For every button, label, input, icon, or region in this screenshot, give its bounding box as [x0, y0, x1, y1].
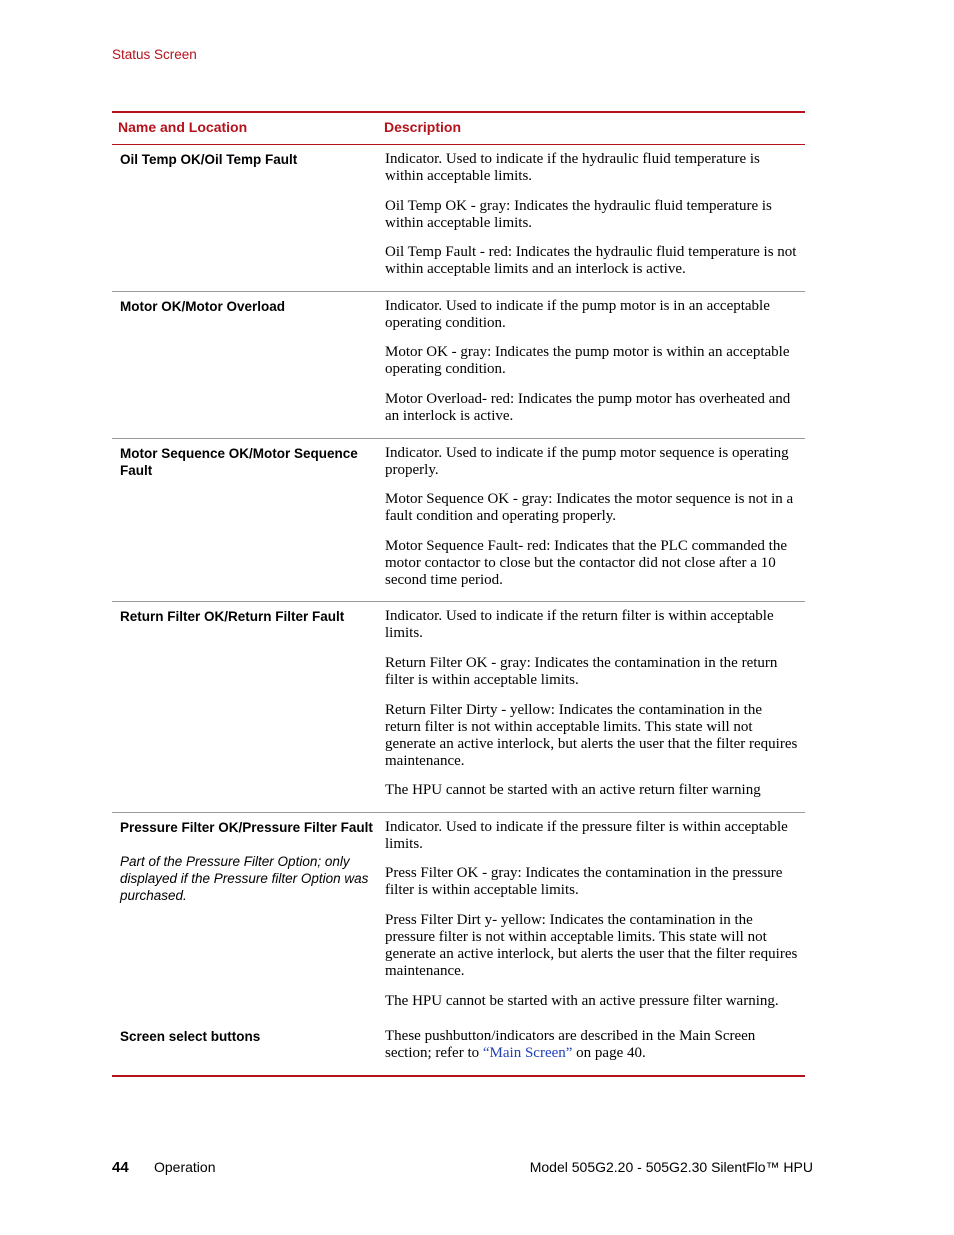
row-description: Press Filter Dirt y- yellow: Indicates the contamination in the pressure filter is not within acceptable limits. This state will not generate an active interlock, but alerts the user that the filter requires maintenance.: [385, 911, 798, 979]
row-description: Oil Temp OK - gray: Indicates the hydraulic fluid temperature is within acceptable limits.: [385, 197, 772, 231]
row-description: The HPU cannot be started with an active return filter warning: [385, 782, 761, 799]
row-description: Indicator. Used to indicate if the pump motor sequence is operating properly.: [385, 444, 789, 478]
status-indicator-table: [112, 111, 805, 1077]
row-description: Motor OK - gray: Indicates the pump motor is within an acceptable operating condition.: [385, 344, 790, 378]
table-row: [112, 439, 805, 603]
row-description: Oil Temp Fault - red: Indicates the hydraulic fluid temperature is not within acceptable limits and an interlock is active.: [385, 244, 797, 278]
table-header: [112, 113, 805, 145]
row-name: Pressure Filter OK/Pressure Filter Fault: [120, 819, 373, 835]
row-name: Motor OK/Motor Overload: [120, 298, 285, 314]
column-header-name: Name and Location: [118, 119, 248, 135]
row-description: [385, 1028, 799, 1062]
row-description: Indicator. Used to indicate if the return filter is within acceptable limits.: [385, 608, 774, 642]
row-description: Press Filter OK - gray: Indicates the contamination in the pressure filter is within acceptable limits.: [385, 865, 783, 899]
row-description: Motor Sequence OK - gray: Indicates the motor sequence is not in a fault condition and operating properly.: [385, 491, 794, 525]
column-header-description: Description: [384, 119, 462, 135]
table-row: [112, 602, 805, 812]
row-description: Indicator. Used to indicate if the pressure filter is within acceptable limits.: [385, 818, 788, 852]
row-description: Motor Sequence Fault- red: Indicates that the PLC commanded the motor contactor to close but the contactor did not close after a 10 second time period.: [385, 537, 787, 588]
row-name: Motor Sequence OK/Motor Sequence Fault: [120, 445, 358, 478]
row-description: Motor Overload- red: Indicates the pump motor has overheated and an interlock is active.: [385, 390, 791, 424]
footer-section: Operation: [154, 1159, 216, 1175]
table-row: [112, 813, 805, 1022]
table-row: [112, 145, 805, 292]
row-note: Part of the Pressure Filter Option; only displayed if the Pressure filter Option was purchased.: [120, 853, 369, 903]
table-row: [112, 292, 805, 439]
row-description: The HPU cannot be started with an active pressure filter warning.: [385, 992, 779, 1009]
row-name: Oil Temp OK/Oil Temp Fault: [120, 152, 298, 167]
row-description: Indicator. Used to indicate if the hydraulic fluid temperature is within acceptable limits.: [385, 151, 760, 184]
row-description: Return Filter OK - gray: Indicates the contamination in the return filter is within acceptable limits.: [385, 654, 778, 688]
row-description: Indicator. Used to indicate if the pump motor is in an acceptable operating condition.: [385, 297, 770, 331]
row-description: Return Filter Dirty - yellow: Indicates the contamination in the return filter is not within acceptable limits. This state will not generate an active interlock, but alerts the user that the filter requires maintenance.: [385, 701, 798, 769]
running-head: Status Screen: [112, 47, 197, 62]
main-screen-link[interactable]: “Main Screen”: [482, 1045, 573, 1062]
table-row: [112, 1022, 805, 1075]
footer-product: Model 505G2.20 - 505G2.30 SilentFlo™ HPU: [529, 1159, 813, 1175]
page-number: 44: [112, 1159, 129, 1176]
row-name: Return Filter OK/Return Filter Fault: [120, 609, 345, 625]
description-text: on page 40.: [572, 1045, 646, 1062]
description-text: These pushbutton/indicators are described in the Main Screen section; refer to: [385, 1028, 756, 1062]
row-name: Screen select buttons: [120, 1029, 261, 1045]
